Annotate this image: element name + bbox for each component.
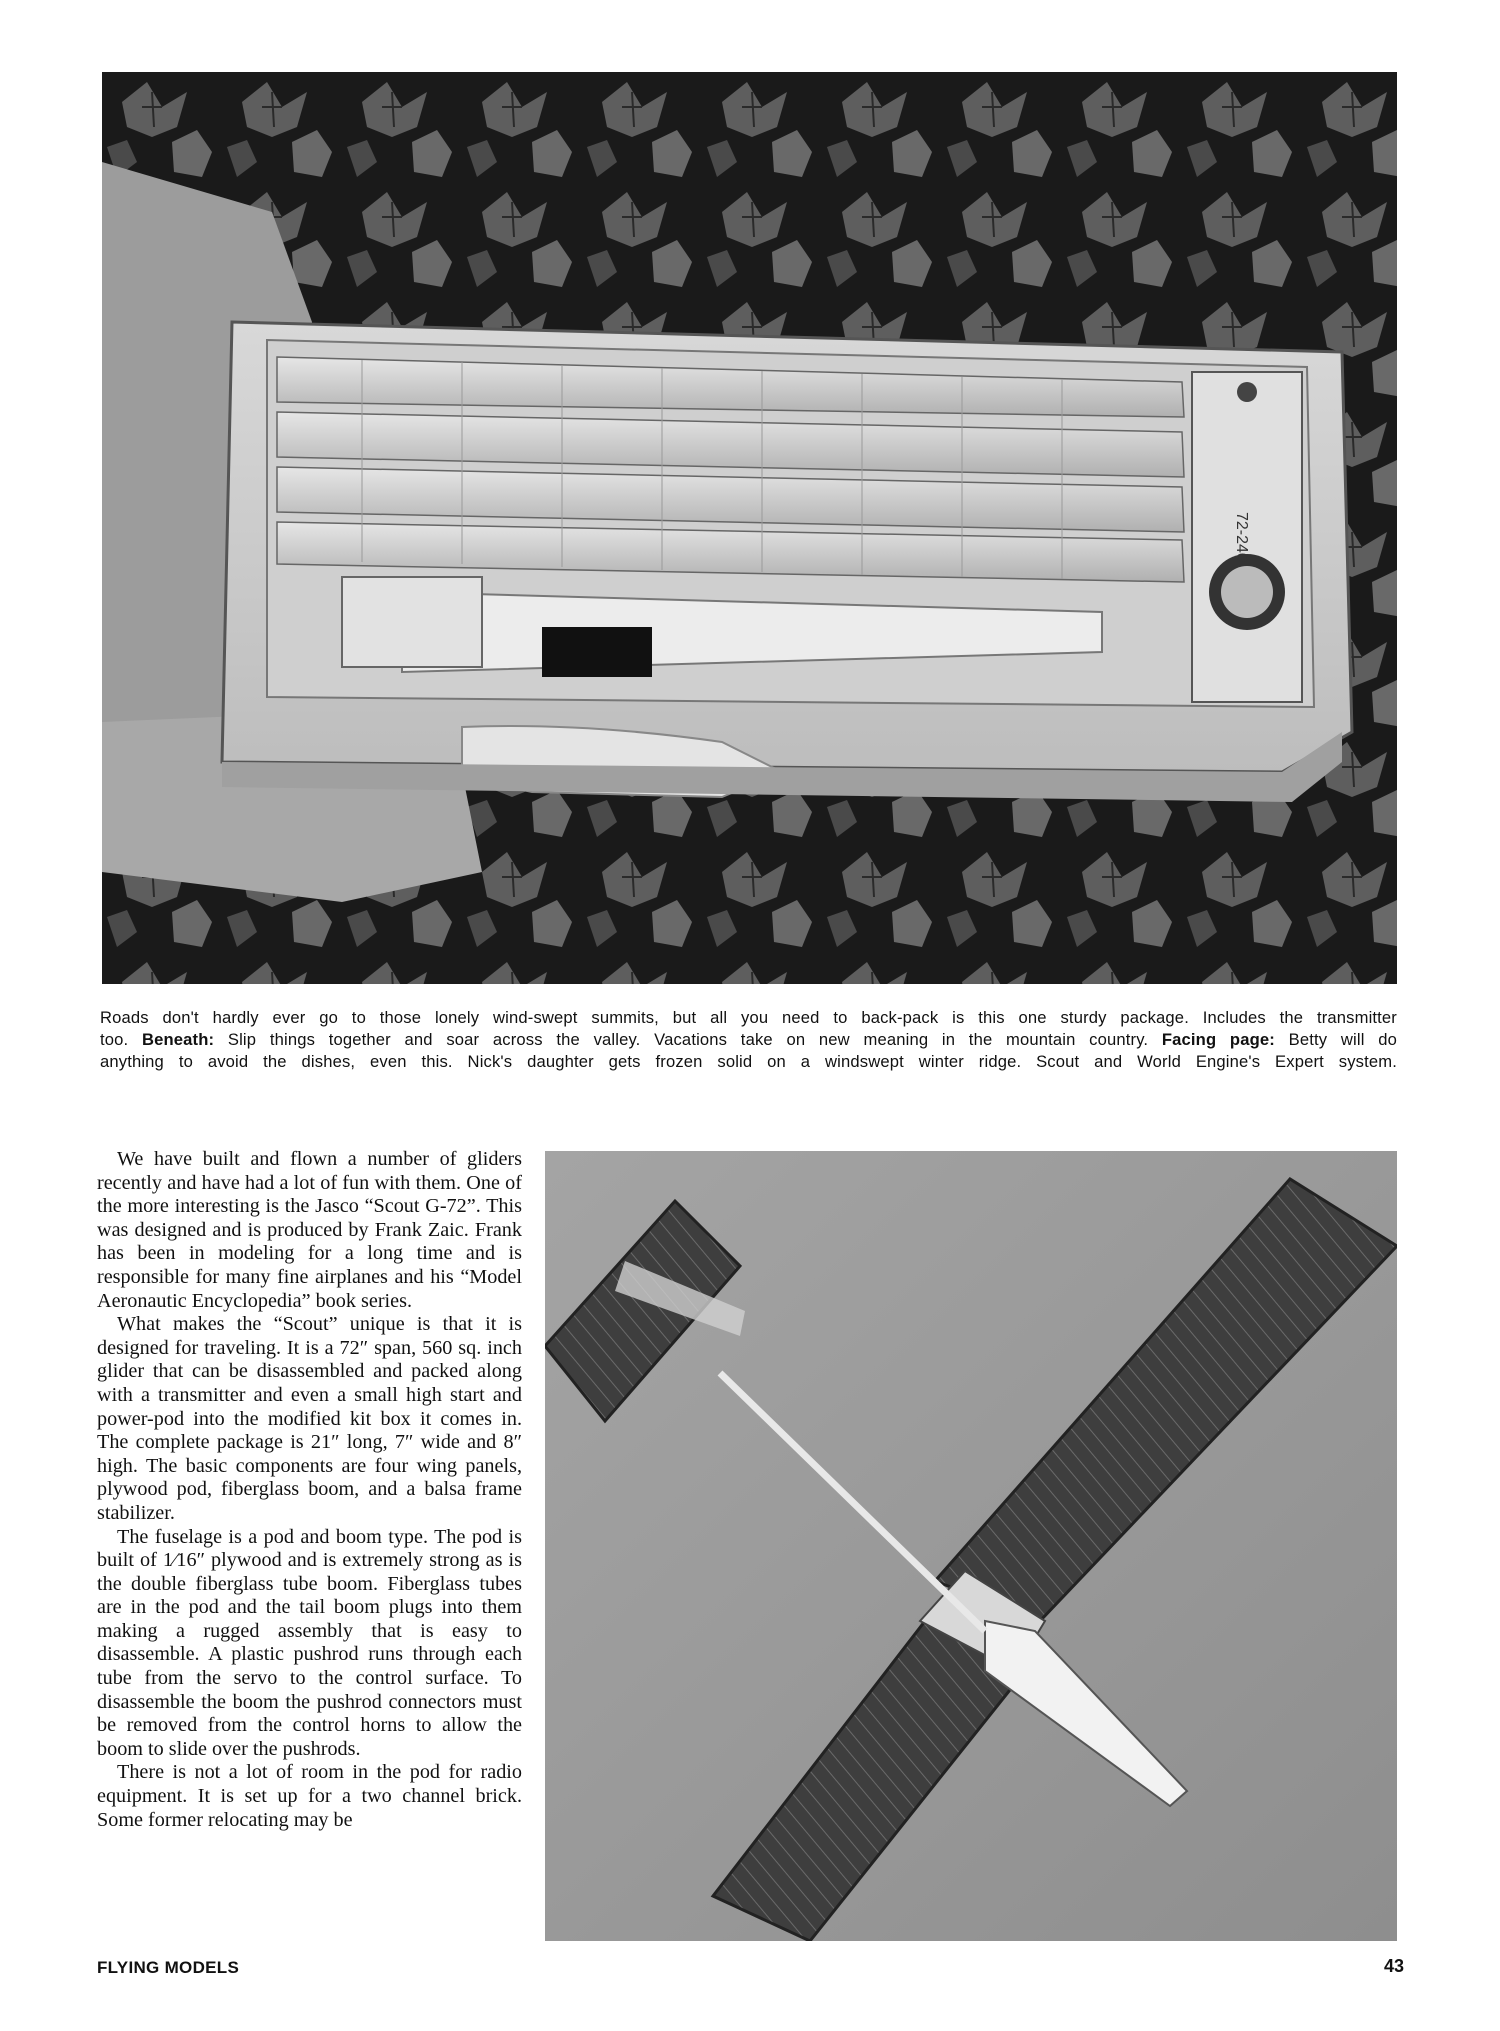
caption-line-2-pre: too.	[100, 1030, 142, 1049]
kit-box-illustration	[102, 72, 1397, 984]
box-label-text: 72-240	[1233, 512, 1250, 562]
caption-line-3: anything to avoid the dishes, even this. Nick's daughter gets frozen solid on a windswept winter ridge. Scout and World Engine's Expert system.	[100, 1052, 1397, 1071]
caption-line-1: Roads don't hardly ever go to those lonely wind-swept summits, but all you need to back-pack is this one sturdy package. Includes the transmitter	[100, 1008, 1397, 1027]
kit-box-photo	[102, 72, 1397, 984]
article-paragraph-1: We have built and flown a number of gliders recently and have had a lot of fun with them. One of the more interesting is the Jasco “Scout G-72”. This was designed and is produced by Frank Zaic. Frank has been in modeling for a long time and is responsible for many fine airplanes and his “Model Aeronautic Encyclopedia” book series.	[97, 1148, 522, 1312]
magazine-name: FLYING MODELS	[97, 1958, 240, 1977]
article-paragraph-4: There is not a lot of room in the pod for radio equipment. It is set up for a two channel brick. Some former relocating may be	[97, 1761, 522, 1831]
page-number: 43	[1383, 1956, 1404, 1976]
article-paragraph-3: The fuselage is a pod and boom type. The pod is built of 1⁄16″ plywood and is extremely strong as is the double fiberglass tube boom. Fiberglass tubes are in the pod and the tail boom plugs into them making a rugged assembly that is easy to disassemble. A plastic pushrod runs through each tube from the servo to the control surface. To disassemble the boom the pushrod connectors must be removed from the control horns to allow the boom to slide over the pushrods.	[97, 1525, 522, 1760]
caption-line-2-post: Slip things together and soar across the valley. Vacations take on new meaning in the mountain country.	[214, 1030, 1162, 1049]
photo-caption	[100, 1007, 1397, 1073]
caption-line-2-post2: Betty will do	[1274, 1030, 1397, 1049]
caption-beneath-label: Beneath:	[141, 1030, 215, 1049]
caption-facing-page-label: Facing page:	[1161, 1030, 1275, 1049]
caption-line-2	[100, 1029, 1397, 1051]
glider-illustration	[545, 1151, 1397, 1941]
article-text	[97, 1148, 522, 1832]
article-paragraph-2: What makes the “Scout” unique is that it is designed for traveling. It is a 72″ span, 560 sq. inch glider that can be disassembled and packed along with a transmitter and even a small high start and power-pod into the modified kit box it comes in. The complete package is 21″ long, 7″ wide and 8″ high. The basic components are four wing panels, plywood pod, fiberglass boom, and a balsa frame stabilizer.	[97, 1313, 522, 1524]
glider-flight-photo	[545, 1151, 1397, 1941]
